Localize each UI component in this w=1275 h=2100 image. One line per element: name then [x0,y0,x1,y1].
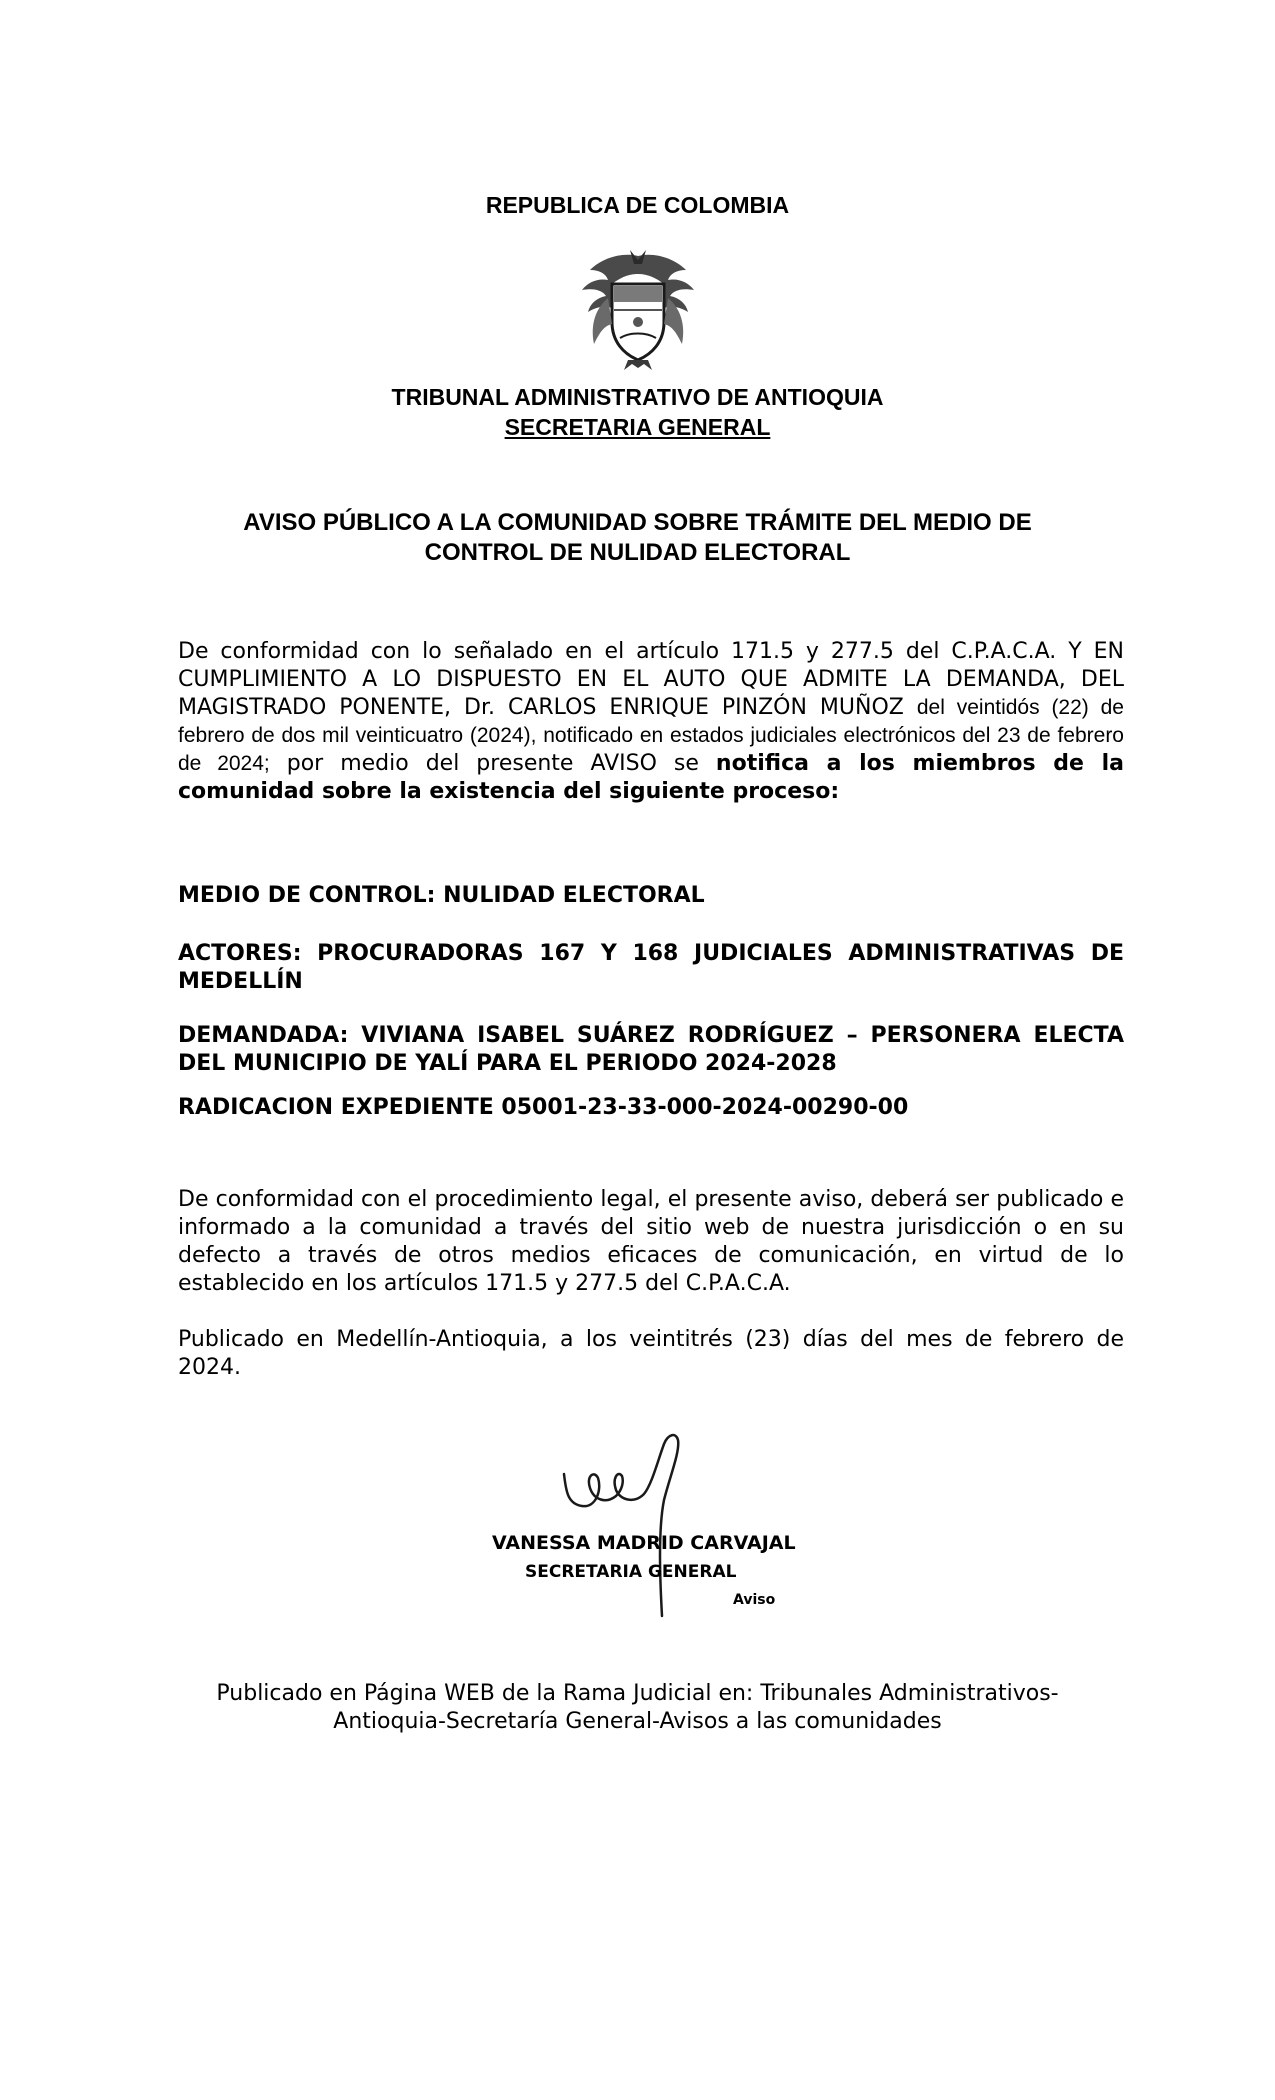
actors-field: ACTORES: PROCURADORAS 167 Y 168 JUDICIALES ADMINISTRATIVAS DE MEDELLÍN [178,941,1124,994]
office-heading: SECRETARIA GENERAL [504,414,771,440]
defendant-field: DEMANDADA: VIVIANA ISABEL SUÁREZ RODRÍGUEZ – PERSONERA ELECTA DEL MUNICIPIO DE YALÍ PARA EL PERIODO 2024-2028 [178,1023,1124,1076]
coat-of-arms-icon [572,248,704,370]
signer-title: SECRETARIA GENERAL [525,1562,737,1582]
notice-title [0,508,1275,568]
country-heading: REPUBLICA DE COLOMBIA [485,192,790,218]
publication-paragraph: De conformidad con el procedimiento legal, el presente aviso, deberá ser publicado e informado a la comunidad a través del sitio web de nuestra jurisdicción o en su defecto a través de otros medios eficaces de comunicación, en virtud de lo establecido en los artículos 171.5 y 277.5 del C.P.A.C.A. [178,1187,1124,1296]
handwritten-signature [560,1430,720,1620]
intro-text-3: por medio del presente AVISO se [286,751,699,776]
notice-title-text: AVISO PÚBLICO A LA COMUNIDAD SOBRE TRÁMITE DEL MEDIO DE CONTROL DE NULIDAD ELECTORAL [243,509,1032,566]
published-in-paragraph: Publicado en Medellín-Antioquia, a los veintitrés (23) días del mes de febrero de 2024. [178,1327,1124,1380]
signature-note: Aviso [733,1592,776,1608]
control-field: MEDIO DE CONTROL: NULIDAD ELECTORAL [178,883,705,908]
intro-text-1: De conformidad con lo señalado en el artículo 171.5 y 277.5 del C.P.A.C.A. Y EN CUMPLIMIENTO A LO DISPUESTO EN EL AUTO QUE ADMITE LA DEMANDA, DEL MAGISTRADO PONENTE, Dr. CARLOS ENRIQUE PINZÓN MUÑOZ [178,639,1124,720]
signer-name: VANESSA MADRID CARVAJAL [492,1532,796,1554]
intro-paragraph [178,638,1124,806]
intro-text-bold: notifica a los miembros de la comunidad sobre la existencia del siguiente proceso: [178,751,1125,804]
footer-publication-note: Publicado en Página WEB de la Rama Judicial en: Tribunales Administrativos-Antioquia-Secretaría General-Avisos a las comunidades [216,1681,1059,1734]
file-number-field: RADICACION EXPEDIENTE 05001-23-33-000-2024-00290-00 [178,1095,909,1120]
signature-block [480,1430,840,1620]
court-heading: TRIBUNAL ADMINISTRATIVO DE ANTIOQUIA [391,384,884,410]
intro-text-2: del veintidós (22) de febrero de dos mil veinticuatro (2024), notificado en estados judiciales electrónicos del 23 de febrero de 2024; [178,696,1124,775]
